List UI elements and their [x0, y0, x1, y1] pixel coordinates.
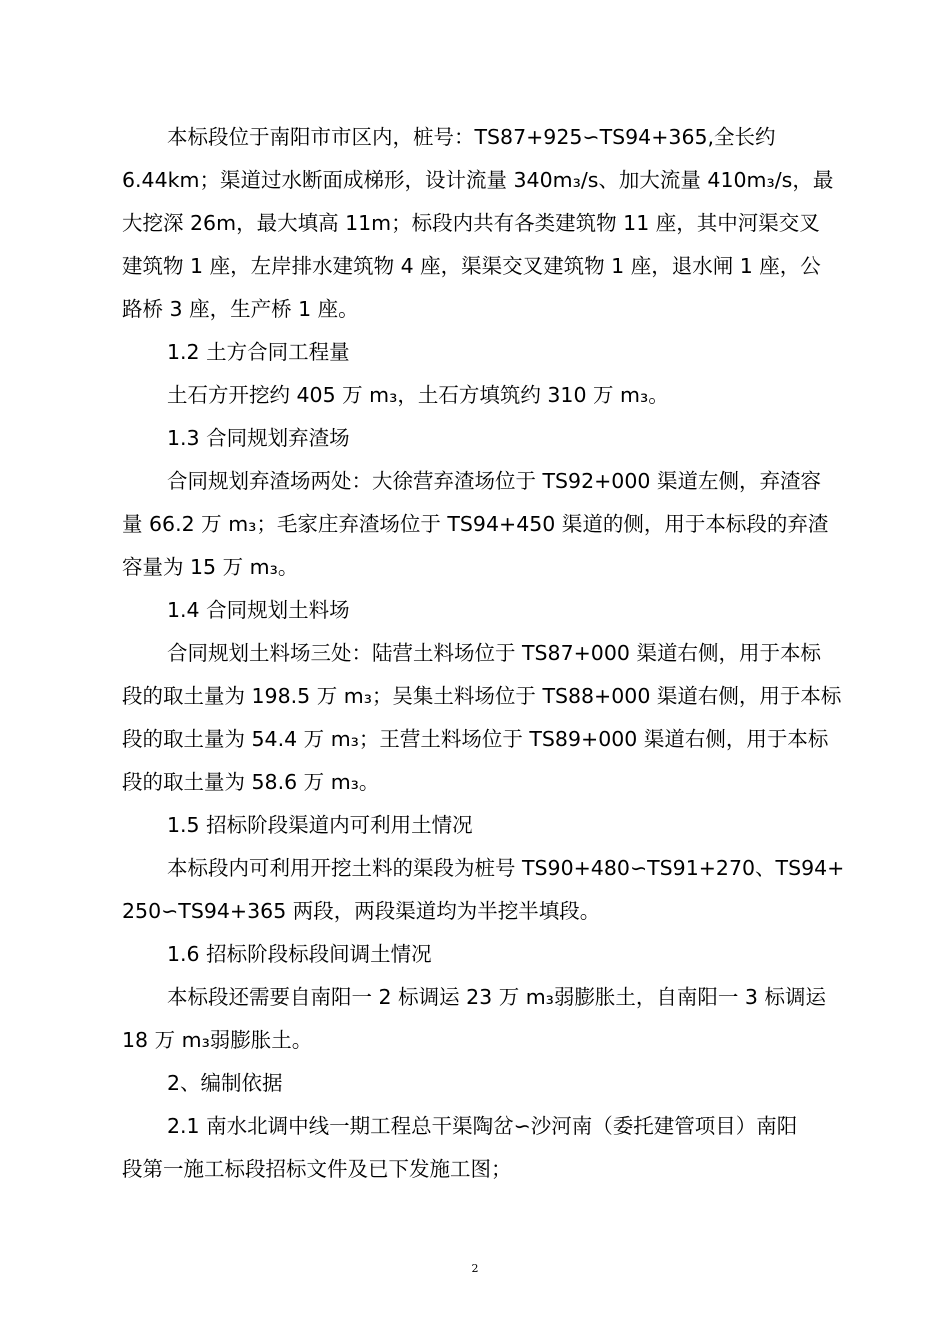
paragraph-overview	[122, 116, 862, 331]
paragraph-borrow-area	[122, 632, 862, 804]
text-line: 土石方开挖约 405 万 m₃，土石方填筑约 310 万 m₃。	[167, 383, 669, 407]
section-heading-1-4: 1.4 合同规划土料场	[167, 598, 350, 622]
paragraph-earthwork-quantity	[122, 374, 862, 417]
section-heading-2: 2、编制依据	[167, 1071, 283, 1095]
section-heading-1-2: 1.2 土方合同工程量	[167, 340, 350, 364]
text-line: 18 万 m₃弱膨胀土。	[122, 1028, 313, 1052]
text-line: 本标段位于南阳市市区内，桩号：TS87+925∽TS94+365,全长约	[167, 125, 776, 149]
text-line: 合同规划土料场三处：陆营土料场位于 TS87+000 渠道右侧，用于本标	[167, 641, 821, 665]
text-line: 建筑物 1 座，左岸排水建筑物 4 座，渠渠交叉建筑物 1 座，退水闸 1 座，公	[122, 254, 821, 278]
text-line: 段的取土量为 54.4 万 m₃；王营土料场位于 TS89+000 渠道右侧，用于本标	[122, 727, 829, 751]
section-heading-1-6: 1.6 招标阶段标段间调土情况	[167, 942, 432, 966]
text-line: 容量为 15 万 m₃。	[122, 555, 299, 579]
paragraph-basis-2-1	[122, 1105, 862, 1191]
text-line: 段的取土量为 198.5 万 m₃；吴集土料场位于 TS88+000 渠道右侧，用于本标	[122, 684, 842, 708]
page-number: 2	[471, 1262, 479, 1275]
section-heading-1-5: 1.5 招标阶段渠道内可利用土情况	[167, 813, 473, 837]
document-body	[122, 116, 862, 1191]
text-line: 250∽TS94+365 两段，两段渠道均为半挖半填段。	[122, 899, 601, 923]
paragraph-usable-soil	[122, 847, 862, 933]
text-line: 本标段还需要自南阳一 2 标调运 23 万 m₃弱膨胀土，自南阳一 3 标调运	[167, 985, 826, 1009]
section-heading-1-3: 1.3 合同规划弃渣场	[167, 426, 350, 450]
paragraph-soil-transfer	[122, 976, 862, 1062]
text-line: 大挖深 26m，最大填高 11m；标段内共有各类建筑物 11 座，其中河渠交叉	[122, 211, 820, 235]
text-line: 路桥 3 座，生产桥 1 座。	[122, 297, 359, 321]
text-line: 6.44km；渠道过水断面成梯形，设计流量 340m₃/s、加大流量 410m₃/s，最	[122, 168, 834, 192]
text-line: 合同规划弃渣场两处：大徐营弃渣场位于 TS92+000 渠道左侧，弃渣容	[167, 469, 821, 493]
text-line: 段第一施工标段招标文件及已下发施工图；	[122, 1157, 512, 1181]
paragraph-spoil-area	[122, 460, 862, 589]
text-line: 量 66.2 万 m₃；毛家庄弃渣场位于 TS94+450 渠道的侧，用于本标段的弃渣	[122, 512, 829, 536]
text-line: 2.1 南水北调中线一期工程总干渠陶岔∽沙河南（委托建管项目）南阳	[167, 1114, 798, 1138]
text-line: 本标段内可利用开挖土料的渠段为桩号 TS90+480∽TS91+270、TS94+	[167, 856, 845, 880]
text-line: 段的取土量为 58.6 万 m₃。	[122, 770, 380, 794]
